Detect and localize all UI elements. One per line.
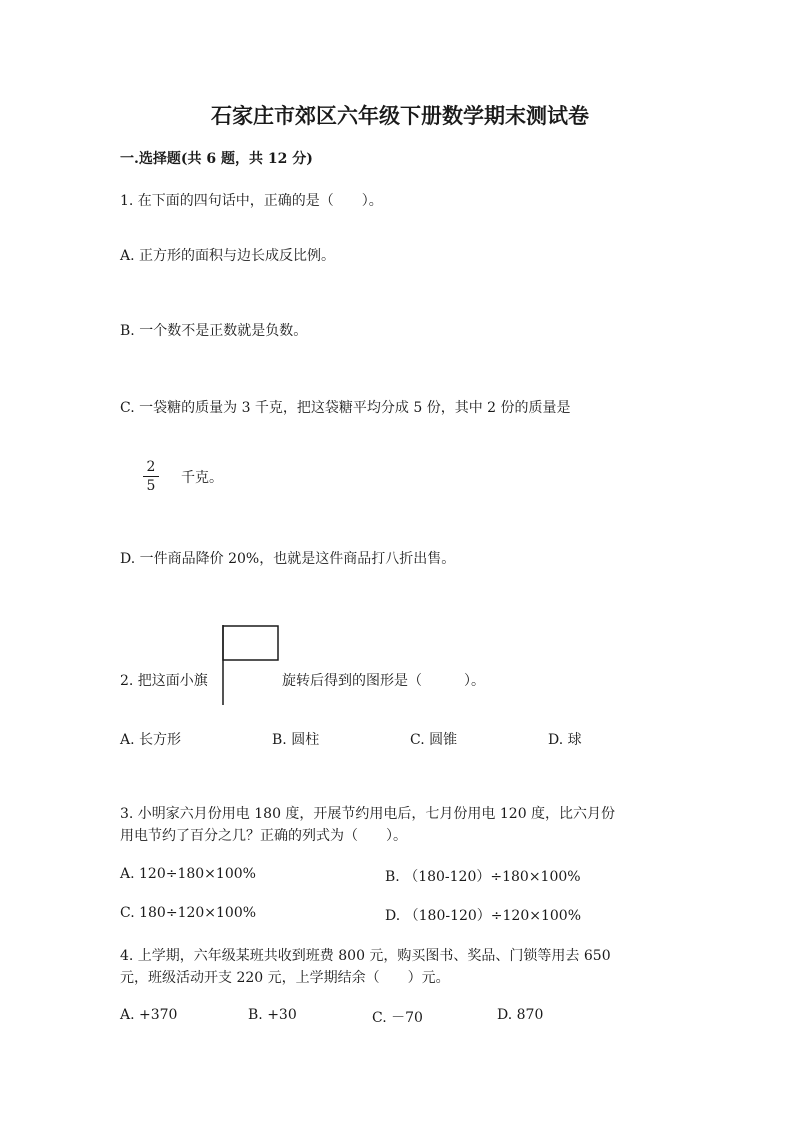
question-3-option-d: D. （180-120）÷120×100% [385,908,582,924]
question-2-stem-before: 2. 把这面小旗 [120,673,208,689]
question-1-option-d: D. 一件商品降价 20%，也就是这件商品打八折出售。 [120,551,456,567]
flag-cloth [223,626,278,660]
question-2-option-c: C. 圆锥 [410,732,458,748]
question-3-option-a: A. 120÷180×100% [120,866,256,882]
question-1-option-c: C. 一袋糖的质量为 3 千克，把这袋糖平均分成 5 份，其中 2 份的质量是 [120,400,571,416]
question-1-option-c-unit: 千克。 [181,470,223,486]
fraction-denominator: 5 [146,478,156,494]
fraction-two-fifths [143,460,159,493]
question-2-option-d: D. 球 [548,732,582,748]
question-3-stem-line-2: 用电节约了百分之几？正确的列式为（ ）。 [120,828,407,844]
page-title: 石家庄市郊区六年级下册数学期末测试卷 [211,103,589,128]
question-3-option-b: B. （180-120）÷180×100% [385,869,581,885]
question-2-option-a: A. 长方形 [120,732,182,748]
question-2-option-b: B. 圆柱 [272,732,320,748]
flag-figure [220,625,282,707]
question-1-stem: 1. 在下面的四句话中，正确的是（ ）。 [120,193,383,209]
question-3-option-c: C. 180÷120×100% [120,905,257,921]
question-4-option-b: B. +30 [248,1007,297,1023]
question-1-option-b: B. 一个数不是正数就是负数。 [120,323,308,339]
question-4-option-c: C. －70 [372,1010,423,1026]
question-4-stem-line-1: 4. 上学期，六年级某班共收到班费 800 元，购买图书、奖品、门锁等用去 650 [120,948,611,964]
question-1-option-a: A. 正方形的面积与边长成反比例。 [120,248,336,264]
question-4-option-a: A. +370 [120,1007,178,1023]
question-4-option-d: D. 870 [497,1007,544,1023]
question-4-stem-line-2: 元，班级活动开支 220 元，上学期结余（ ）元。 [120,970,450,986]
question-2-stem-after: 旋转后得到的图形是（ ）。 [282,673,485,689]
fraction-numerator: 2 [146,459,156,475]
section-heading: 一.选择题(共 6 题，共 12 分) [120,151,313,167]
question-3-stem-line-1: 3. 小明家六月份用电 180 度，开展节约用电后，七月份用电 120 度，比六月份 [120,806,616,822]
